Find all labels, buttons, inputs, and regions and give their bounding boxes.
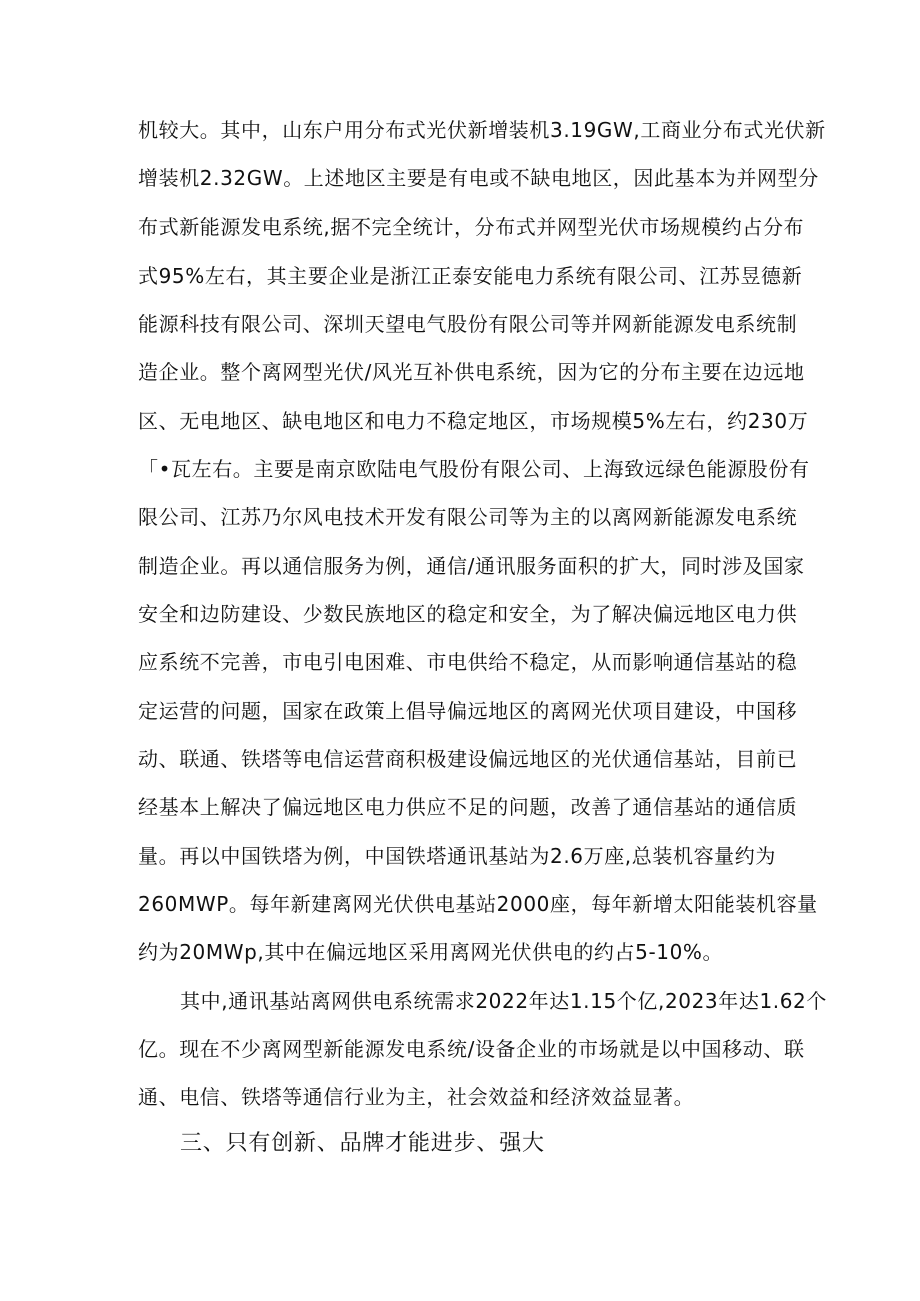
text-line: 能源科技有限公司、深圳天望电气股份有限公司等并网新能源发电系统制 [138,312,798,336]
text-line: 区、无电地区、缺电地区和电力不稳定地区，市场规模5%左右，约230万 [138,409,809,433]
text-line: 经基本上解决了偏远地区电力供应不足的问题，改善了通信基站的通信质 [138,795,798,819]
text-line: 机较大。其中，山东户用分布式光伏新增装机3.19GW,工商业分布式光伏新 [138,118,826,142]
text-line: 约为20MWp,其中在偏远地区采用离网光伏供电的约占5-10%。 [138,940,724,964]
text-line: 造企业。整个离网型光伏/风光互补供电系统，因为它的分布主要在边远地 [138,360,805,384]
text-line: 动、联通、铁塔等电信运营商积极建设偏远地区的光伏通信基站，目前已 [138,747,798,771]
text-line: 定运营的问题，国家在政策上倡导偏远地区的离网光伏项目建设，中国移 [138,699,798,723]
section-heading: 三、只有创新、品牌才能进步、强大 [180,1131,545,1156]
text-line: 应系统不完善，市电引电困难、市电供给不稳定，从而影响通信基站的稳 [138,650,798,674]
text-line: 式95%左右，其主要企业是浙江正泰安能电力系统有限公司、江苏昱德新 [138,264,803,288]
text-line: 「•瓦左右。主要是南京欧陆电气股份有限公司、上海致远绿色能源股份有 [138,457,810,481]
text-line: 安全和边防建设、少数民族地区的稳定和安全，为了解决偏远地区电力供 [138,602,798,626]
text-line: 通、电信、铁塔等通信行业为主，社会效益和经济效益显著。 [138,1085,695,1109]
text-line: 其中,通讯基站离网供电系统需求2022年达1.15个亿,2023年达1.62个 [180,989,827,1013]
text-line: 亿。现在不少离网型新能源发电系统/设备企业的市场就是以中国移动、联 [138,1037,805,1061]
text-line: 限公司、江苏乃尔风电技术开发有限公司等为主的以离网新能源发电系统 [138,505,798,529]
text-line: 制造企业。再以通信服务为例，通信/通讯服务面积的扩大，同时涉及国家 [138,554,805,578]
text-line: 量。再以中国铁塔为例，中国铁塔通讯基站为2.6万座,总装机容量约为 [138,844,776,868]
text-line: 布式新能源发电系统,据不完全统计，分布式并网型光伏市场规模约占分布 [138,215,805,239]
text-line: 260MWP。每年新建离网光伏供电基站2000座，每年新增太阳能装机容量 [138,892,818,916]
text-line: 增装机2.32GW。上述地区主要是有电或不缺电地区，因此基本为并网型分 [138,166,819,190]
